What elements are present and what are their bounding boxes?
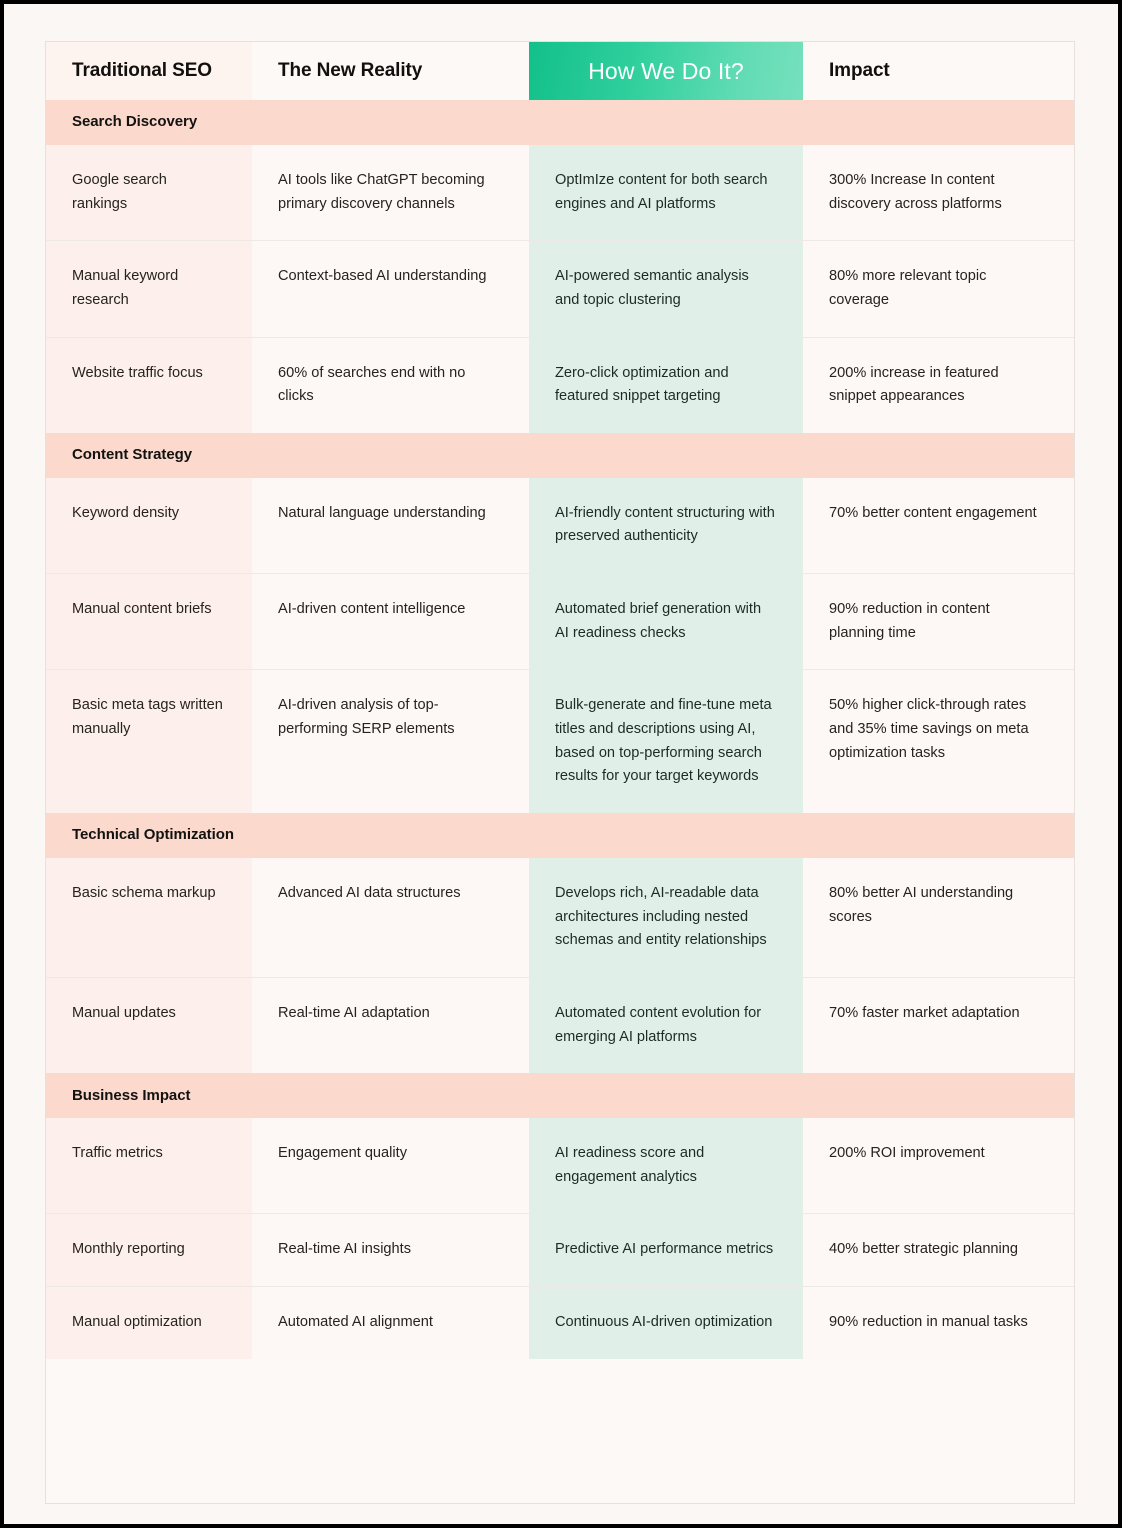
section-header-cell <box>46 100 1074 145</box>
cell-the-new-reality: Real-time AI insights <box>252 1214 529 1287</box>
cell-how-we-do-it: OptImIze content for both search engines and AI platforms <box>529 145 803 241</box>
cell-impact: 90% reduction in manual tasks <box>803 1287 1074 1359</box>
section-header-row <box>46 433 1074 478</box>
cell-how-we-do-it: Automated brief generation with AI readiness checks <box>529 574 803 670</box>
cell-traditional-seo: Basic schema markup <box>46 858 252 977</box>
cell-the-new-reality: Engagement quality <box>252 1118 529 1214</box>
section-title: Technical Optimization <box>46 813 1074 858</box>
cell-the-new-reality: Real-time AI adaptation <box>252 977 529 1073</box>
cell-impact: 200% ROI improvement <box>803 1118 1074 1214</box>
column-header-the-new-reality <box>252 42 529 100</box>
table-row <box>46 478 1074 574</box>
cell-the-new-reality: AI-driven content intelligence <box>252 574 529 670</box>
column-header-how-we-do-it <box>529 42 803 100</box>
cell-impact: 50% higher click-through rates and 35% time savings on meta optimization tasks <box>803 670 1074 813</box>
cell-how-we-do-it: Predictive AI performance metrics <box>529 1214 803 1287</box>
cell-the-new-reality: Advanced AI data structures <box>252 858 529 977</box>
column-header-traditional-seo-label: Traditional SEO <box>46 42 252 100</box>
column-header-the-new-reality-label: The New Reality <box>252 42 529 100</box>
section-header-cell <box>46 1073 1074 1118</box>
table-header-row <box>46 42 1074 100</box>
table-row <box>46 858 1074 977</box>
cell-how-we-do-it: Continuous AI-driven optimization <box>529 1287 803 1359</box>
cell-traditional-seo: Manual updates <box>46 977 252 1073</box>
cell-traditional-seo: Monthly reporting <box>46 1214 252 1287</box>
table-row <box>46 574 1074 670</box>
cell-impact: 90% reduction in content planning time <box>803 574 1074 670</box>
column-header-impact <box>803 42 1074 100</box>
comparison-table-container <box>45 41 1075 1504</box>
cell-traditional-seo: Basic meta tags written manually <box>46 670 252 813</box>
cell-traditional-seo: Traffic metrics <box>46 1118 252 1214</box>
cell-impact: 70% better content engagement <box>803 478 1074 574</box>
table-row <box>46 1214 1074 1287</box>
table-row <box>46 1118 1074 1214</box>
cell-the-new-reality: Context-based AI understanding <box>252 241 529 337</box>
column-header-how-we-do-it-label: How We Do It? <box>529 42 803 100</box>
cell-traditional-seo: Manual optimization <box>46 1287 252 1359</box>
section-header-cell <box>46 813 1074 858</box>
section-header-row <box>46 1073 1074 1118</box>
section-title: Content Strategy <box>46 433 1074 478</box>
cell-traditional-seo: Google search rankings <box>46 145 252 241</box>
page-canvas <box>4 4 1118 1524</box>
table-row <box>46 977 1074 1073</box>
cell-how-we-do-it: AI-powered semantic analysis and topic clustering <box>529 241 803 337</box>
cell-impact: 200% increase in featured snippet appearances <box>803 337 1074 433</box>
cell-traditional-seo: Keyword density <box>46 478 252 574</box>
section-header-row <box>46 100 1074 145</box>
section-title: Business Impact <box>46 1073 1074 1118</box>
table-row <box>46 670 1074 813</box>
cell-how-we-do-it: AI-friendly content structuring with preserved authenticity <box>529 478 803 574</box>
cell-the-new-reality: Automated AI alignment <box>252 1287 529 1359</box>
section-title: Search Discovery <box>46 100 1074 145</box>
cell-the-new-reality: Natural language understanding <box>252 478 529 574</box>
cell-traditional-seo: Manual content briefs <box>46 574 252 670</box>
table-row <box>46 337 1074 433</box>
table-body <box>46 100 1074 1359</box>
cell-impact: 70% faster market adaptation <box>803 977 1074 1073</box>
cell-traditional-seo: Manual keyword research <box>46 241 252 337</box>
cell-impact: 40% better strategic planning <box>803 1214 1074 1287</box>
cell-impact: 80% better AI understanding scores <box>803 858 1074 977</box>
cell-how-we-do-it: Bulk-generate and fine-tune meta titles and descriptions using AI, based on top-performing search results for your target keywords <box>529 670 803 813</box>
cell-how-we-do-it: Develops rich, AI-readable data architectures including nested schemas and entity relationships <box>529 858 803 977</box>
table-row <box>46 241 1074 337</box>
comparison-table <box>46 42 1074 1359</box>
table-header <box>46 42 1074 100</box>
cell-how-we-do-it: Automated content evolution for emerging AI platforms <box>529 977 803 1073</box>
table-row <box>46 1287 1074 1359</box>
section-header-cell <box>46 433 1074 478</box>
column-header-impact-label: Impact <box>803 42 1074 100</box>
table-row <box>46 145 1074 241</box>
cell-traditional-seo: Website traffic focus <box>46 337 252 433</box>
column-header-traditional-seo <box>46 42 252 100</box>
cell-the-new-reality: 60% of searches end with no clicks <box>252 337 529 433</box>
cell-how-we-do-it: Zero-click optimization and featured snippet targeting <box>529 337 803 433</box>
section-header-row <box>46 813 1074 858</box>
cell-impact: 300% Increase In content discovery across platforms <box>803 145 1074 241</box>
cell-impact: 80% more relevant topic coverage <box>803 241 1074 337</box>
cell-the-new-reality: AI-driven analysis of top-performing SERP elements <box>252 670 529 813</box>
cell-the-new-reality: AI tools like ChatGPT becoming primary discovery channels <box>252 145 529 241</box>
cell-how-we-do-it: AI readiness score and engagement analytics <box>529 1118 803 1214</box>
